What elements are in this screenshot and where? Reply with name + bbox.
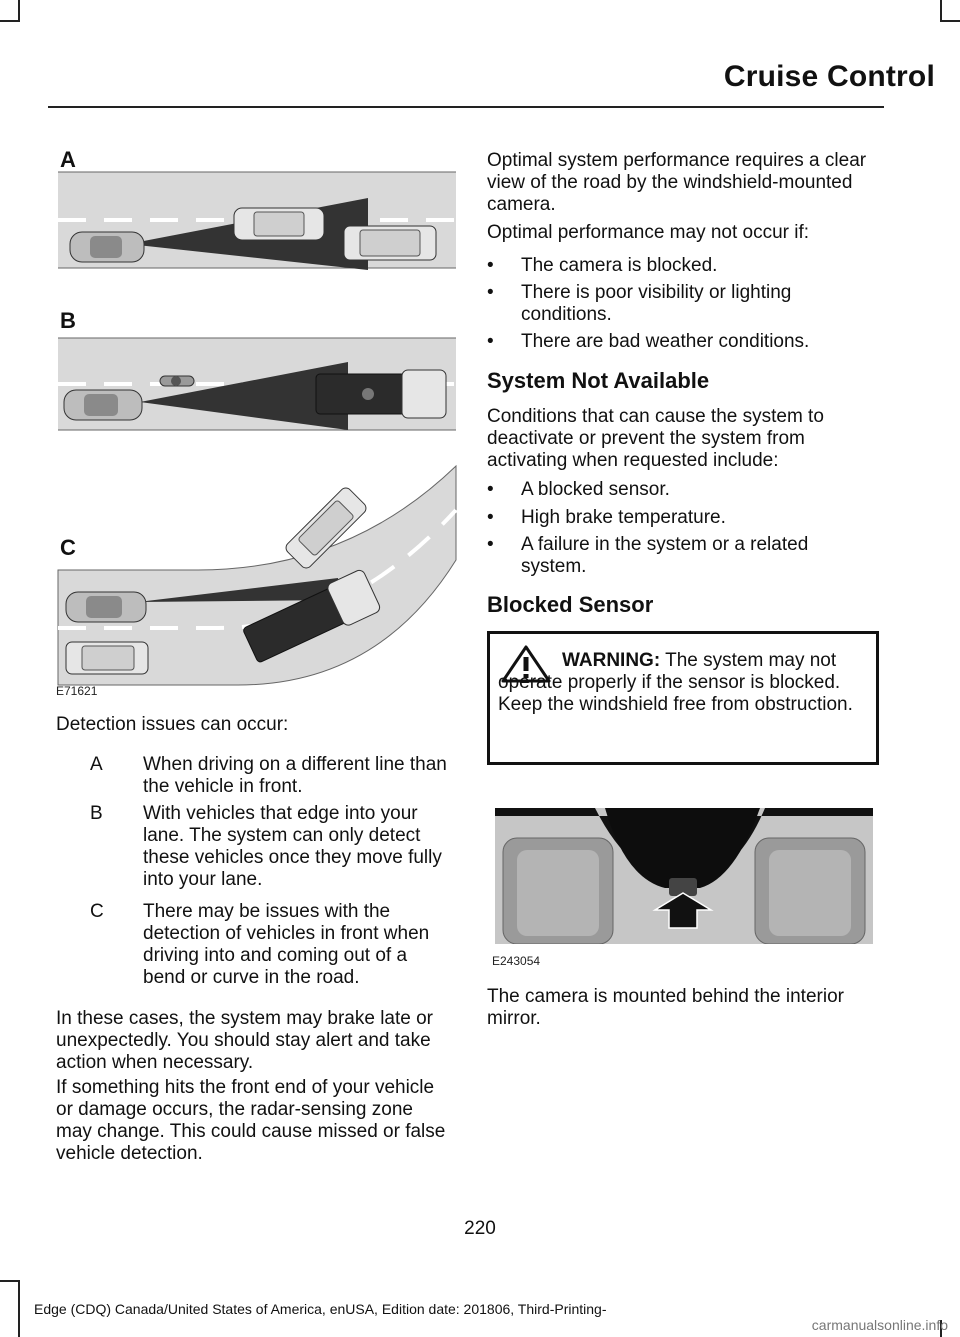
bullet-dot: •: [487, 282, 494, 303]
bullet-text: There are bad weather conditions.: [521, 331, 810, 352]
crop-mark-bottom-left-h: [0, 1280, 20, 1282]
crop-mark-top-right-v: [940, 0, 942, 22]
car-own-a: [70, 232, 144, 262]
header-rule: [48, 106, 884, 108]
crop-mark-top-right-h: [940, 20, 960, 22]
heading-blocked-sensor: Blocked Sensor: [487, 592, 654, 617]
figure-code-1: E71621: [56, 684, 98, 698]
right-paragraph-2: Optimal performance may not occur if:: [487, 222, 810, 243]
warning-text-block: [498, 650, 876, 716]
right-paragraph-4: The camera is mounted behind the interior mirror.: [487, 986, 844, 1029]
figure-label-c: C: [60, 535, 76, 560]
watermark: carmanualsonline.info: [811, 1317, 948, 1333]
car-own-b: [64, 390, 142, 420]
bullet-blocked-sensor: [487, 479, 877, 501]
item-letter-a: A: [90, 754, 103, 775]
item-text-c: There may be issues with the detection of vehicles in front when driving into and coming out of a bend or curve in the road.: [143, 901, 430, 988]
figure-label-a: A: [60, 147, 76, 172]
bullet-text: A failure in the system or a related system.: [521, 534, 809, 577]
detection-diagram: [48, 140, 458, 700]
suv-lead-a: [234, 208, 324, 240]
bullet-dot: •: [487, 507, 494, 528]
item-letter-b: B: [90, 803, 103, 824]
bullet-text: The camera is blocked.: [521, 255, 718, 276]
detection-intro: Detection issues can occur:: [56, 714, 289, 735]
right-paragraph-3: Conditions that can cause the system to deactivate or prevent the system from activating when requested include:: [487, 406, 824, 471]
figure-code-2: E243054: [492, 954, 541, 968]
page-number: 220: [464, 1218, 496, 1239]
left-paragraph-2: If something hits the front end of your vehicle or damage occurs, the radar-sensing zone may change. This could cause missed or false vehicle detection.: [56, 1077, 446, 1164]
crop-mark-top-left-h: [0, 20, 20, 22]
bullet-text: There is poor visibility or lighting conditions.: [521, 282, 792, 325]
left-paragraph-1: In these cases, the system may brake late or unexpectedly. You should stay alert and take action when necessary.: [56, 1008, 434, 1073]
bullet-poor-visibility: [487, 282, 877, 326]
camera-location-svg: [495, 808, 873, 944]
warning-label: WARNING:: [562, 650, 661, 671]
warning-text: The system may not operate properly if the sensor is blocked. Keep the windshield free from obstruction.: [498, 650, 853, 715]
edition-info: Edge (CDQ) Canada/United States of America, enUSA, Edition date: 201806, Third-Printing-: [34, 1301, 607, 1317]
bullet-dot: •: [487, 534, 494, 555]
warning-box: [487, 631, 879, 765]
suv-lower-c: [66, 642, 148, 674]
right-paragraph-1: Optimal system performance requires a clear view of the road by the windshield-mounted camera.: [487, 150, 867, 215]
bullet-bad-weather: [487, 331, 877, 353]
item-text-a: When driving on a different line than the vehicle in front.: [143, 754, 447, 797]
bullet-dot: •: [487, 255, 494, 276]
bullet-brake-temperature: [487, 507, 877, 529]
item-letter-c: C: [90, 901, 104, 922]
crop-mark-bottom-left-v: [18, 1280, 20, 1337]
motorcycle-b: [160, 376, 194, 386]
detection-diagram-svg: [48, 140, 458, 700]
bullet-text: High brake temperature.: [521, 507, 726, 528]
bullet-system-failure: [487, 534, 877, 578]
bullet-dot: •: [487, 479, 494, 500]
bullet-dot: •: [487, 331, 494, 352]
item-text-b: With vehicles that edge into your lane. The system can only detect these vehicles once they move fully into your lane.: [143, 803, 442, 890]
heading-system-not-available: System Not Available: [487, 368, 710, 393]
figure-label-b: B: [60, 308, 76, 333]
car-own-c: [66, 592, 146, 622]
bullet-camera-blocked: [487, 255, 877, 277]
suv-target-a: [344, 226, 436, 260]
crop-mark-top-left-v: [18, 0, 20, 22]
bullet-text: A blocked sensor.: [521, 479, 670, 500]
page-title: Cruise Control: [723, 60, 935, 93]
camera-location-image: [495, 808, 873, 944]
truck-b: [316, 370, 446, 418]
